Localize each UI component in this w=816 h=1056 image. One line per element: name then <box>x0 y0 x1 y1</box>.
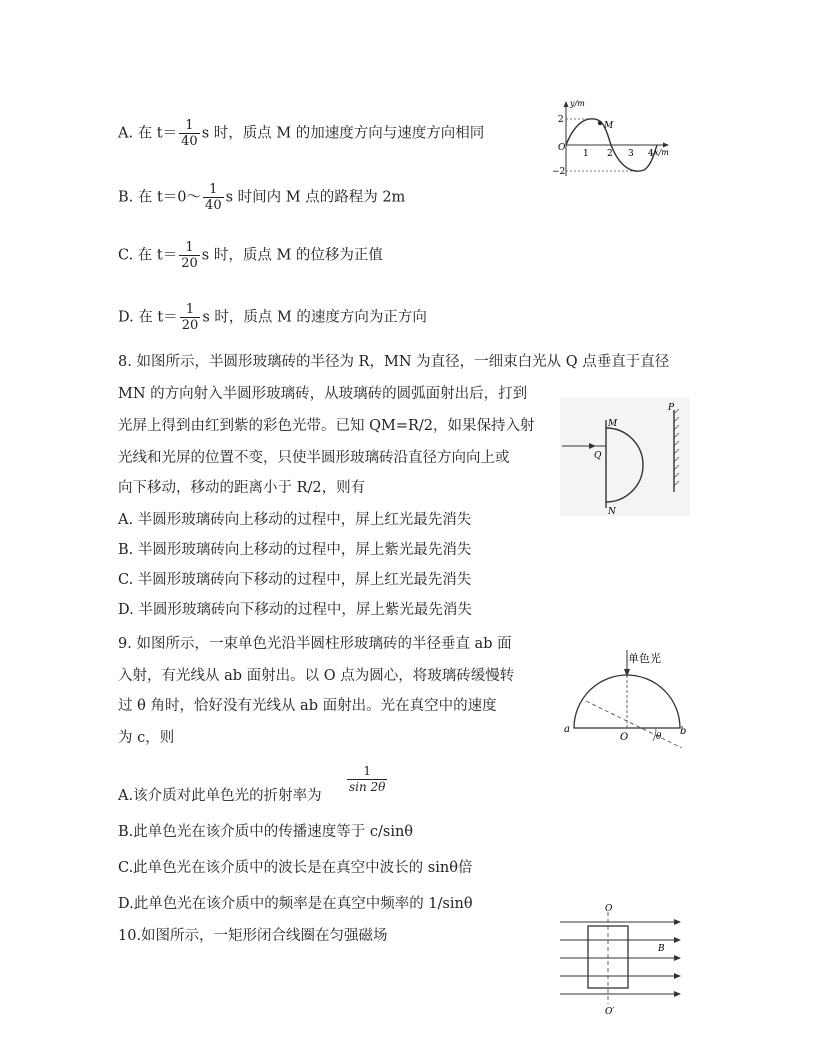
figure-background <box>560 398 690 516</box>
x-tick-1: 1 <box>583 149 589 159</box>
fraction: $\frac{1}{20}$ <box>181 302 199 333</box>
x-tick-4: 4 <box>648 149 654 159</box>
q9-stem-line-2: 入射，有光线从 ab 面射出。以 O 点为圆心，将玻璃砖缓慢转 <box>118 668 515 684</box>
q8-option-b: B. 半圆形玻璃砖向上移动的过程中，屏上紫光最先消失 <box>118 542 472 558</box>
y-axis-label: y/m <box>570 99 585 108</box>
origin-label: O <box>558 143 566 153</box>
label-p: P <box>668 403 675 413</box>
q8-option-c: C. 半圆形玻璃砖向下移动的过程中，屏上红光最先消失 <box>118 572 472 588</box>
field-lines <box>560 922 676 994</box>
fraction: $\frac{1}{40}$ <box>181 118 198 149</box>
q8-stem-line-1: 8. 如图所示，半圆形玻璃砖的半径为 R，MN 为直径，一细束白光从 Q 点垂直于直径 <box>118 354 670 370</box>
label-o-top: O <box>605 904 613 914</box>
label-n: N <box>608 507 616 516</box>
label-light: 单色光 <box>628 652 661 665</box>
q7-option-b: B. 在 t＝0～ $\frac{1}{40}$ s 时间内 M 点的路程为 2m <box>118 182 406 213</box>
fraction: $\frac{1}{40}$ <box>205 182 222 213</box>
q10-coil-figure <box>558 900 688 1016</box>
q7-option-c: C. 在 t＝ $\frac{1}{20}$ s 时，质点 M 的位移为正值 <box>118 240 383 271</box>
label-q: Q <box>594 451 602 461</box>
label-theta: θ <box>656 732 662 742</box>
q10-stem-line-1: 10.如图所示，一矩形闭合线圈在匀强磁场 <box>118 928 388 944</box>
rotated-diameter-dashed <box>586 701 682 748</box>
point-m <box>598 121 602 125</box>
q9-option-d: D.此单色光在该介质中的频率是在真空中频率的 1/sinθ <box>118 896 473 912</box>
q8-option-d: D. 半圆形玻璃砖向下移动的过程中，屏上紫光最先消失 <box>118 602 472 618</box>
x-axis-label: x/m <box>654 148 669 157</box>
x-axis-arrow <box>663 143 669 148</box>
field-arrows <box>674 919 681 997</box>
point-m-label: M <box>604 121 614 131</box>
y-axis-arrow <box>564 101 569 107</box>
q8-stem-line-2: MN 的方向射入半圆形玻璃砖，从玻璃砖的圆弧面射出后，打到 <box>118 386 528 402</box>
label-o-bottom: O′ <box>605 1007 615 1016</box>
q9-stem-line-4: 为 c，则 <box>118 730 175 746</box>
y-tick-bottom: −2 <box>552 167 566 177</box>
label-m: M <box>608 419 618 429</box>
q7-option-d: D. 在 t＝ $\frac{1}{20}$ s 时，质点 M 的速度方向为正方向 <box>118 302 427 333</box>
x-tick-3: 3 <box>628 149 634 159</box>
label-o: O <box>620 732 629 743</box>
label-b: b <box>680 726 687 737</box>
x-tick-2: 2 <box>607 149 613 159</box>
q8-option-a: A. 半圆形玻璃砖向上移动的过程中，屏上红光最先消失 <box>118 512 472 528</box>
q9-option-b: B.此单色光在该介质中的传播速度等于 c/sinθ <box>118 824 414 840</box>
label-a: a <box>564 724 570 735</box>
q8-stem-line-4: 光线和光屏的位置不变，只使半圆形玻璃砖沿直径方向向上或 <box>118 450 510 466</box>
q9-option-c: C.此单色光在该介质中的波长是在真空中波长的 sinθ倍 <box>118 860 473 876</box>
q9-stem-line-3: 过 θ 角时，恰好没有光线从 ab 面射出。光在真空中的速度 <box>118 698 497 714</box>
q9-option-a-fraction: $\frac{1}{\sin 2\theta}$ <box>349 764 386 794</box>
q7-option-a: A. 在 t＝ $\frac{1}{40}$ s 时，质点 M 的加速度方向与速度方向相同 <box>118 118 485 149</box>
q7-wave-graph <box>548 98 678 180</box>
label-b-field: B <box>658 944 665 954</box>
q8-stem-line-3: 光屏上得到由红到紫的彩色光带。已知 QM=R/2，如果保持入射 <box>118 418 535 434</box>
fraction: $\frac{1}{20}$ <box>181 240 198 271</box>
q8-semicircle-figure <box>560 398 690 516</box>
y-tick-top: 2 <box>558 115 564 125</box>
q9-half-cylinder-figure <box>560 640 695 748</box>
q9-option-a: A.该介质对此单色光的折射率为 <box>118 788 322 804</box>
q9-stem-line-1: 9. 如图所示，一束单色光沿半圆柱形玻璃砖的半径垂直 ab 面 <box>118 636 512 652</box>
q8-stem-line-5: 向下移动，移动的距离小于 R/2，则有 <box>118 480 366 496</box>
